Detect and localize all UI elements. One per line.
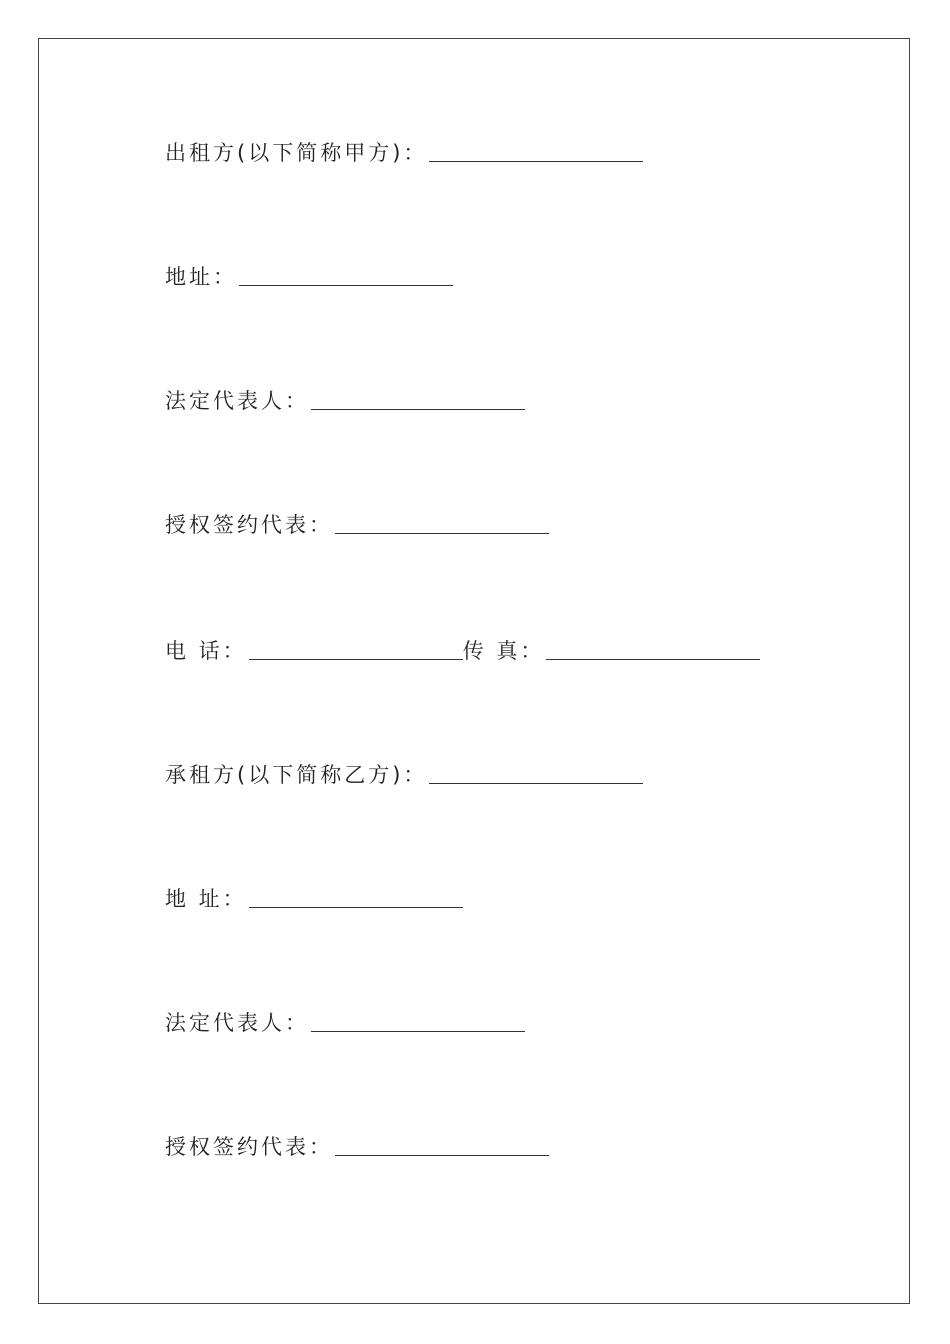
page-border [38, 38, 910, 1304]
lessor-legal-rep-row [165, 382, 525, 412]
lessor-phone-blank[interactable] [249, 658, 463, 660]
lessor-address-blank[interactable] [239, 284, 453, 286]
lessor-authorized-rep-blank[interactable] [335, 532, 549, 534]
lessee-legal-rep-row [165, 1004, 525, 1034]
lessor-phone-label: 电 话： [165, 639, 247, 663]
lessee-name-label: 承租方(以下简称乙方)： [165, 763, 428, 787]
lessee-legal-rep-blank[interactable] [311, 1030, 525, 1032]
lessee-address-blank[interactable] [249, 906, 463, 908]
lessor-name-label: 出租方(以下简称甲方)： [165, 141, 428, 165]
lessor-authorized-rep-label: 授权签约代表： [165, 513, 333, 537]
lessee-authorized-rep-blank[interactable] [335, 1154, 549, 1156]
lessee-address-label: 地 址： [165, 887, 247, 911]
lessee-name-blank[interactable] [429, 782, 643, 784]
lessor-legal-rep-blank[interactable] [311, 408, 525, 410]
lessor-contact-row [165, 632, 760, 662]
lessee-address-row [165, 880, 463, 910]
lessor-name-blank[interactable] [429, 160, 643, 162]
lessee-legal-rep-label: 法定代表人： [165, 1011, 309, 1035]
lessor-fax-blank[interactable] [546, 658, 760, 660]
lessee-authorized-rep-row [165, 1128, 549, 1158]
lessor-fax-label: 传 真： [462, 639, 545, 663]
lessor-address-label: 地址： [165, 265, 237, 289]
lessor-authorized-rep-row [165, 506, 549, 536]
lessor-address-row [165, 258, 453, 288]
lessee-authorized-rep-label: 授权签约代表： [165, 1135, 333, 1159]
lessor-name-row [165, 134, 643, 164]
lessor-legal-rep-label: 法定代表人： [165, 389, 309, 413]
lessee-name-row [165, 756, 643, 786]
